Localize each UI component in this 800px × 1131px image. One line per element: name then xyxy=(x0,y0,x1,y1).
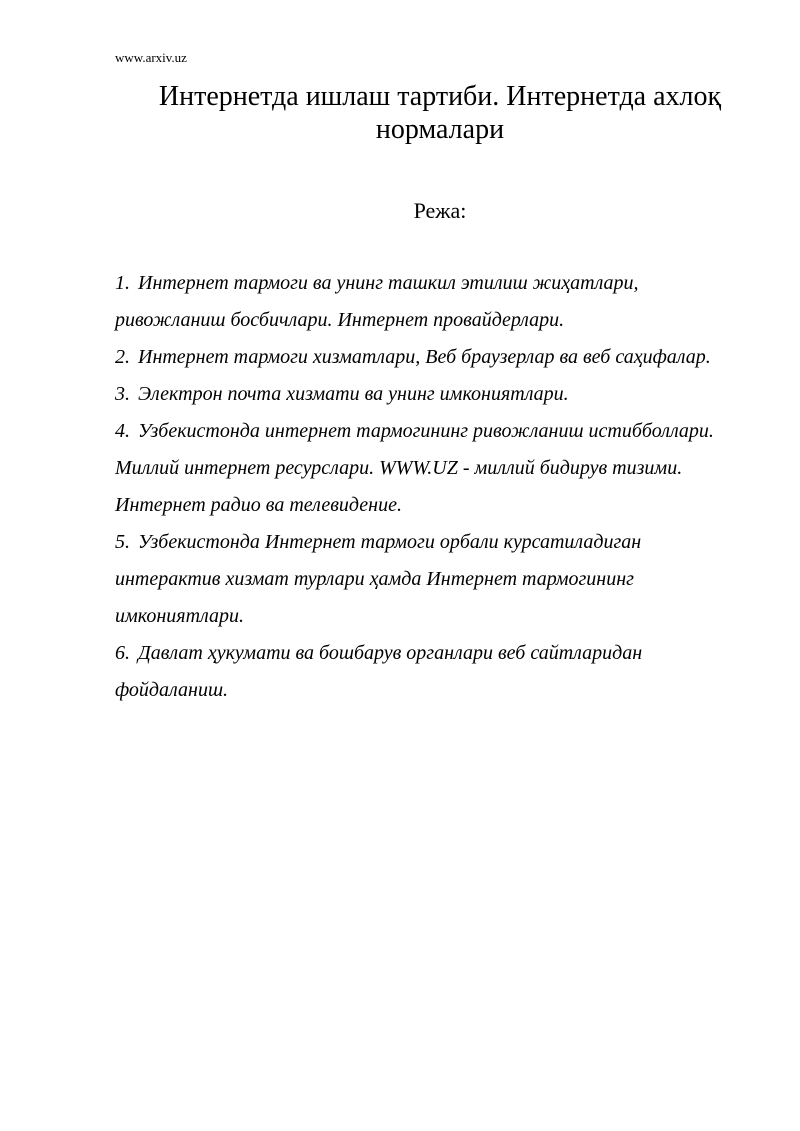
plan-item-text: Интернет тармоги хизматлари, Веб браузерлар ва веб саҳифалар. xyxy=(138,346,711,368)
plan-item xyxy=(115,339,725,376)
plan-item xyxy=(115,524,725,635)
plan-item xyxy=(115,413,725,524)
plan-item-number: 2. xyxy=(115,346,130,368)
plan-item-number: 4. xyxy=(115,420,130,442)
plan-item xyxy=(115,265,725,339)
plan-item-number: 6. xyxy=(115,642,130,664)
plan-item-text: Электрон почта хизмати ва унинг имкониятлари. xyxy=(138,383,569,405)
plan-item-number: 3. xyxy=(115,383,130,405)
document-title: Интернетда ишлаш тартиби. Интернетда ахлоқ нормалари xyxy=(158,81,722,145)
plan-item-number: 1. xyxy=(115,272,130,294)
plan-item xyxy=(115,635,725,709)
plan-item-text: Интернет тармоги ва унинг ташкил этилиш жиҳатлари, ривожланиш босбичлари. Интернет провайдерлари. xyxy=(115,272,639,331)
plan-item-text: Давлат ҳукумати ва бошбарув органлари веб сайтларидан фойдаланиш. xyxy=(115,642,643,701)
plan-item-number: 5. xyxy=(115,531,130,553)
plan-heading: Режа: xyxy=(413,198,467,223)
plan-list xyxy=(115,265,725,709)
site-url: www.arxiv.uz xyxy=(115,50,187,65)
plan-item-text: Узбекистонда интернет тармогининг ривожланиш истибболлари. Миллий интернет ресурслари. WWW.UZ - миллий бидирув тизими. Интернет радио ва телевидение. xyxy=(115,420,714,516)
plan-item xyxy=(115,376,725,413)
plan-item-text: Узбекистонда Интернет тармоги орбали курсатиладиган интерактив хизмат турлари ҳамда Интернет тармогининг имкониятлари. xyxy=(115,531,642,627)
